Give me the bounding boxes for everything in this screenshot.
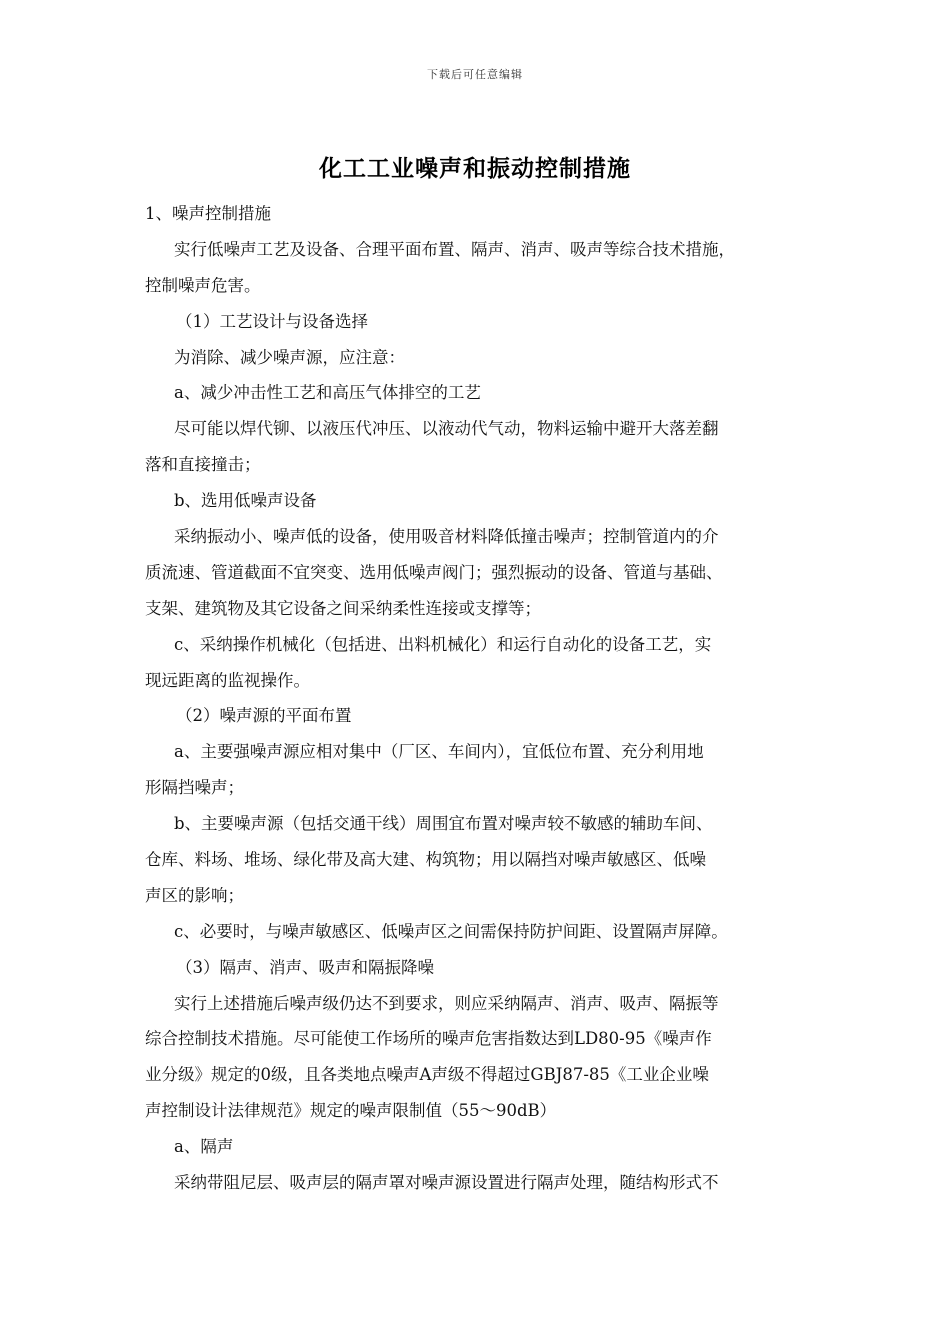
text-line: （3）隔声、消声、吸声和隔振降噪 — [176, 957, 434, 977]
document-body — [145, 196, 823, 1201]
text-line: 声控制设计法律规范》规定的噪声限制值（55～90dB） — [145, 1101, 557, 1121]
text-line: 采纳带阻尼层、吸声层的隔声罩对噪声源设置进行隔声处理，随结构形式不 — [174, 1173, 719, 1193]
text-line: 控制噪声危害。 — [145, 275, 261, 295]
text-line: b、主要噪声源（包括交通干线）周围宜布置对噪声较不敏感的辅助车间、 — [174, 814, 713, 834]
text-line: （2）噪声源的平面布置 — [176, 706, 352, 726]
text-line: 1、噪声控制措施 — [145, 204, 271, 223]
text-line: 尽可能以焊代铆、以液压代冲压、以液动代气动，物料运输中避开大落差翻 — [174, 419, 719, 439]
text-line: 综合控制技术措施。尽可能使工作场所的噪声危害指数达到LD80-95《噪声作 — [145, 1029, 712, 1049]
text-line: 现远距离的监视操作。 — [145, 670, 310, 690]
text-line: c、必要时，与噪声敏感区、低噪声区之间需保持防护间距、设置隔声屏障。 — [174, 921, 728, 941]
text-line: 声区的影响； — [145, 885, 244, 905]
text-line: 支架、建筑物及其它设备之间采纳柔性连接或支撑等； — [145, 598, 541, 618]
text-line: a、隔声 — [174, 1137, 234, 1157]
page-header-note: 下载后可任意编辑 — [427, 68, 523, 81]
text-line: a、主要强噪声源应相对集中（厂区、车间内），宜低位布置、充分利用地 — [174, 742, 704, 762]
text-line: 仓库、料场、堆场、绿化带及高大建、构筑物；用以隔挡对噪声敏感区、低噪 — [145, 850, 706, 870]
text-line: 质流速、管道截面不宜突变、选用低噪声阀门；强烈振动的设备、管道与基础、 — [145, 562, 723, 582]
text-line: 采纳振动小、噪声低的设备，使用吸音材料降低撞击噪声；控制管道内的介 — [174, 527, 719, 547]
text-line: 为消除、减少噪声源，应注意： — [174, 347, 405, 367]
text-line: 业分级》规定的0级，且各类地点噪声A声级不得超过GBJ87-85《工业企业噪 — [145, 1065, 709, 1085]
text-line: 落和直接撞击； — [145, 455, 261, 475]
text-line: b、选用低噪声设备 — [174, 491, 317, 511]
text-line: 形隔挡噪声； — [145, 778, 244, 798]
text-line: 实行低噪声工艺及设备、合理平面布置、隔声、消声、吸声等综合技术措施， — [174, 239, 735, 259]
text-line: （1）工艺设计与设备选择 — [176, 311, 368, 331]
text-line: 实行上述措施后噪声级仍达不到要求，则应采纳隔声、消声、吸声、隔振等 — [174, 993, 719, 1013]
text-line: c、采纳操作机械化（包括进、出料机械化）和运行自动化的设备工艺，实 — [174, 634, 712, 654]
document-title: 化工工业噪声和振动控制措施 — [319, 156, 631, 182]
text-line: a、减少冲击性工艺和高压气体排空的工艺 — [174, 383, 481, 403]
